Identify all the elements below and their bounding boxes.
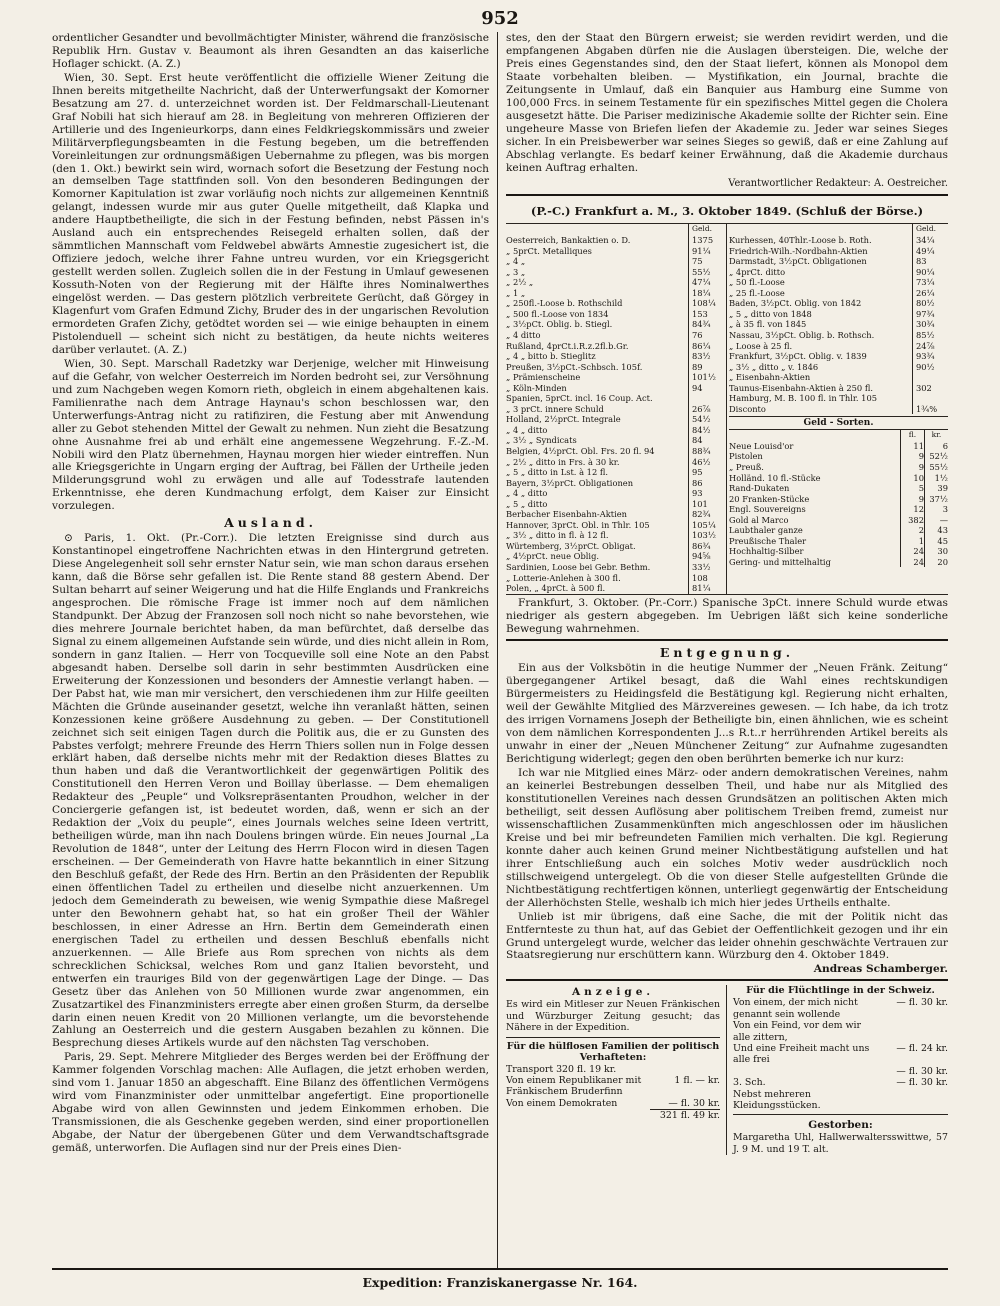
divider [506, 1037, 720, 1038]
notice-column-right [727, 985, 948, 1155]
price-value: 81¼ [688, 583, 724, 594]
section-heading-ausland: Ausland. [224, 515, 317, 531]
price-value: 47¼ [688, 277, 724, 288]
security-name: Berbacher Eisenbahn-Aktien [506, 509, 627, 520]
donation-row [733, 997, 948, 1020]
security-name: „ 4 „ ditto [506, 488, 548, 499]
market-row [506, 330, 724, 341]
security-name: 20 Franken-Stücke [729, 493, 810, 504]
price-value: 91¼ [688, 246, 724, 257]
article-paragraph: Wien, 30. Sept. Erst heute veröffentlicht die offizielle Wiener Zeitung die Ihnen bereits mitgetheilte Nachricht, daß der Unterwerfungsakt der Komorner Besatzung am 27. d. unterzeichnet worden ist. Der Feldmarschall-Lieutenant Graf Nobili hat sich hierauf am 28. in Begleitung von mehreren Offizieren der Artillerie und des Ingenieurkorps, dann eines Feldkriegskommissärs und zweier Militärverpflegungsbeamten in die Festung begeben, um die betreffenden Voreinleitungen zur ordnungsmäßigen Uebernahme zu pflegen, was bis morgen (den 1. Okt.) bewirkt sein wird, wornach sofort die Besetzung der Festung noch an demselben Tage stattfinden soll. Von den besonderen Bedingungen der Komorner Kapitulation ist zwar vorläufig noch nichts zur allgemeinen Kenntniß gelangt, indessen wurde mir aus guter Quelle mitgetheilt, daß Klapka und andere Hauptbetheiligte, die sich in der Festung befinden, nebst Pässen in's Ausland auch ein entsprechendes Reisegeld erhalten sollen, daß der sämmtlichen Mannschaft vom Feldwebel abwärts Amnestie zugesichert ist, die Offiziere jedoch, welche ihrer Fahne untreu wurden, vor ein Kriegsgericht gestellt werden sollen. Zugleich sollen die in der Festung in Umlauf gewesenen Kossuth-Noten von der Regierung mit der Hälfte ihres Nominalwerthes eingelöst werden. — Das gestern plötzlich verbreitete Gerücht, daß Görgey in Klagenfurt vom Grafen Edmund Zichy, Bruder des in der ungarischen Revolution ermordeten Grafen Zichy, getödtet worden sei — wie einige behaupten in einem Pistolenduell — scheint sich nicht zu bestätigen, da heute nichts weiteres darüber verlautet. (A. Z.) [52, 71, 490, 356]
price-value: 54½ [688, 414, 724, 425]
anzeige-title: Anzeige. [571, 986, 655, 999]
security-name: Polen, „ 4prCt. à 500 fl. [506, 583, 606, 594]
market-row [506, 277, 724, 288]
market-row [506, 551, 724, 562]
market-row [506, 288, 724, 299]
market-row [506, 298, 724, 309]
donation-row [506, 1098, 720, 1110]
security-name: „ Preuß. [729, 461, 764, 472]
donation-desc [506, 1110, 650, 1121]
footer-expedition: Expedition: Franziskanergasse Nr. 164. [52, 1268, 948, 1296]
security-name: Disconto [729, 403, 766, 414]
market-row [729, 267, 948, 278]
price-value: 39 [924, 483, 948, 494]
price-value: 6 [924, 441, 948, 452]
security-name: „ 3½ „ ditto in fl. à 12 fl. [506, 530, 609, 541]
market-rows-right [729, 235, 948, 414]
market-row [506, 351, 724, 362]
market-row [729, 277, 948, 288]
donation-desc: Von einem Demokraten [506, 1097, 618, 1109]
market-row [506, 341, 724, 352]
donation-title: Für die hülflosen Familien der politisch Verhafteten: [506, 1040, 720, 1064]
market-row [729, 536, 948, 547]
price-value: 1375 [688, 235, 724, 246]
price-value: 108¼ [688, 298, 724, 309]
market-row [729, 298, 948, 309]
security-name: Neue Louisd'or [729, 440, 794, 451]
market-column-right [727, 224, 948, 593]
donation-row [506, 1110, 720, 1121]
price-value: 24 [900, 546, 924, 557]
market-row [729, 483, 948, 494]
market-row [506, 467, 724, 478]
price-value: 1½ [924, 473, 948, 484]
market-row [729, 383, 948, 394]
market-row [729, 451, 948, 462]
security-name: Taunus-Eisenbahn-Aktien à 250 fl. [729, 382, 874, 393]
price-value: 26¼ [912, 288, 948, 299]
market-report-title: (P.-C.) Frankfurt a. M., 3. Oktober 1849. (Schluß der Börse.) [530, 204, 924, 219]
security-name: Oesterreich, Bankaktien o. D. [506, 235, 631, 246]
price-value: 37½ [924, 494, 948, 505]
deaths-title: Gestorben: [808, 1119, 873, 1132]
security-name: Pistolen [729, 451, 763, 462]
security-name: „ Eisenbahn-Aktien [729, 372, 811, 383]
responsible-editor: Verantwortlicher Redakteur: A. Oestreicher. [506, 175, 948, 196]
price-value: 153 [688, 309, 724, 320]
security-name: Belgien, 4½prCt. Obl. Frs. 20 fl. 94 [506, 445, 655, 456]
section-heading-entgegnung: Entgegnung. [659, 645, 795, 661]
market-row [506, 235, 724, 246]
price-value: 34¼ [912, 235, 948, 246]
price-value: 105¼ [688, 520, 724, 531]
security-name: Bayern, 3½prCt. Obligationen [506, 477, 634, 488]
market-row [506, 435, 724, 446]
price-value: 76 [688, 330, 724, 341]
price-value: 55½ [688, 267, 724, 278]
price-value: 26⅞ [688, 404, 724, 415]
price-value: 33½ [688, 562, 724, 573]
security-name: Laubthaler ganze [729, 525, 803, 536]
security-name: „ 4½prCt. neue Oblig. [506, 551, 600, 562]
market-row [506, 509, 724, 520]
donation-desc: Nebst mehreren Kleidungsstücken. [733, 1088, 821, 1112]
price-value: 95 [688, 467, 724, 478]
price-value: 103½ [688, 530, 724, 541]
divider [506, 979, 948, 981]
security-name: „ Lotterie-Anlehen à 300 fl. [506, 572, 621, 583]
price-value: 101½ [688, 372, 724, 383]
security-name: Darmstadt, 3½pCt. Obligationen [729, 256, 867, 267]
donation-amount: — fl. 30 kr. [896, 1065, 948, 1077]
market-row [506, 246, 724, 257]
security-name: „ Loose à 25 fl. [729, 340, 793, 351]
market-row [729, 330, 948, 341]
security-name: „ 3 prCt. innere Schuld [506, 403, 604, 414]
left-column [52, 32, 498, 1268]
security-name: „ 2½ „ ditto in Frs. à 30 kr. [506, 456, 620, 467]
market-rows-left [506, 235, 724, 594]
article-paragraph: Wien, 30. Sept. Marschall Radetzky war Derjenige, welcher mit Hinweisung auf die Gefahr, von welcher Oesterreich im Norden bedroht sei, zur Versöhnung und zum Nachgeben wegen Komorn rieth, obgleich in einem abgehaltenen kais. Familienrathe nach dem Antrage Haynau's schon beschlossen war, den Unterwerfungs-Antrag nicht zu ratifiziren, die Festung aber mit Anwendung aller zu Gebot stehenden Mittel der Gewalt zu nehmen. Nun zieht die Besatzung ohne Ausnahme frei ab und erhält eine angemessene Wegzehrung. F.-Z.-M. Nobili wird den Platz übernehmen, Haynau morgen hier wieder eintreffen. Nun alle Kriegsgerichte in Ungarn erging der Auftrag, bei Fällen der Urtheile jeden Milderungsgrund wohl zu erwägen und alle auf Todesstrafe lautenden Erkenntnisse, ehe deren Kundmachung erfolgt, dem Kaiser zur Einsicht vorzulegen. [52, 357, 490, 513]
price-value: 49¼ [912, 246, 948, 257]
price-value: 382 [900, 515, 924, 526]
security-name: „ Köln-Minden [506, 382, 567, 393]
price-value: 1¾% [912, 404, 948, 415]
price-value: 84¾ [688, 319, 724, 330]
security-name: Rußland, 4prCt.i.R.z.2fl.b.Gr. [506, 340, 629, 351]
article-paragraph: Paris, 29. Sept. Mehrere Mitglieder des Berges werden bei der Eröffnung der Kammer folgenden Vorschlag machen: Alle Auflagen, die jetzt erhoben werden, sind vom 1. Januar 1850 an abgeschafft. Eine Bilanz des öffentlichen Vermögens wird vom Finanzminister oder unmittelbar angefertigt. Eine proportionelle Abgabe wird von allen Gewinnsten und jedem Einkommen erhoben. Die Transmissionen, die als Geschenke gegeben werden, sind einer proportionellen Abgabe, der Natur der übergebenen Güter und dem Verwandtschaftsgrade gemäß, unterworfen. Die Auflagen sind nur der Preis eines Dien- [52, 1051, 490, 1155]
security-name: Spanien, 5prCt. incl. 16 Coup. Act. [506, 393, 653, 404]
divider [733, 1114, 948, 1115]
notice-column-left [506, 985, 727, 1155]
market-header: Geld. [729, 224, 948, 235]
market-row [729, 351, 948, 362]
market-row [506, 362, 724, 373]
market-row [506, 267, 724, 278]
security-name: „ 5 „ ditto [506, 498, 548, 509]
price-value: 11 [900, 441, 924, 452]
market-row [506, 414, 724, 425]
donation-desc: 3. Sch. [733, 1077, 766, 1089]
security-name: „ 25 fl.-Loose [729, 287, 785, 298]
security-name: Preußen, 3½pCt.-Schbsch. 105f. [506, 361, 643, 372]
price-value [912, 393, 948, 404]
market-row [729, 319, 948, 330]
security-name: „ 5prCt. Metalliques [506, 245, 592, 256]
security-name: „ 3 „ [506, 266, 526, 277]
security-name: Baden, 3½pCt. Oblig. von 1842 [729, 298, 862, 309]
price-value: 88¾ [688, 446, 724, 457]
donation-row [733, 1043, 948, 1066]
security-name: Kurhessen, 40Thlr.-Loose b. Roth. [729, 235, 872, 246]
security-name: Würtemberg, 3½prCt. Obligat. [506, 540, 636, 551]
divider [506, 639, 948, 641]
security-name: Friedrich-Wilh.-Nordbahn-Aktien [729, 245, 868, 256]
market-row [729, 256, 948, 267]
market-row [506, 520, 724, 531]
deaths-text: Margaretha Uhl, Hallwerwaltersswittwe, 57 J. 9 M. und 19 T. alt. [733, 1132, 948, 1155]
gold-rows [729, 441, 948, 568]
donation-row [506, 1075, 720, 1098]
market-row [506, 488, 724, 499]
market-row [729, 404, 948, 415]
price-value [912, 372, 948, 383]
refugee-fund-title: Für die Flüchtlinge in der Schweiz. [746, 985, 935, 997]
price-value: 108 [688, 573, 724, 584]
price-value: — [924, 515, 948, 526]
notices [506, 985, 948, 1155]
article-paragraph: Unlieb ist mir übrigens, daß eine Sache, die mit der Politik nicht das Entfernteste zu thun hat, auf das Gebiet der Oeffentlichkeit gezogen und ihr ein Grund untergelegt wurde, welcher das leider ohnehin geschwächte Vertrauen zur Staatsregierung nur erschüttern kann. Würzburg den 4. Oktober 1849. [506, 910, 948, 962]
market-header: Geld. [506, 224, 724, 235]
security-name: „ 250fl.-Loose b. Rothschild [506, 298, 623, 309]
price-value: 94⅝ [688, 551, 724, 562]
price-value: 9 [900, 451, 924, 462]
price-value: 75 [688, 256, 724, 267]
right-column [498, 32, 948, 1268]
article-paragraph: Ich war nie Mitglied eines März- oder andern demokratischen Vereines, nahm an keinerlei Bestrebungen desselben Theil, und habe nur als Mitglied des konstitutionellen Vereines nach dessen Grundsätzen an politischen Akten mich betheiligt, seit dessen Auflösung aber politischem Treiben fremd, zumeist nur wissenschaftlichen Zusammenkünften mich angeschlossen oder im häuslichen Kreise und bei mir befreundeten Familien mich verhalten. Die kgl. Regierung konnte daher auch keinen Grund meiner Nichtbestätigung aufstellen und hat ihrer Entschließung auch ein solches Motiv weder ausdrücklich noch stillschweigend untergelegt. Ob die von dieser Stelle aufgestellten Gründe die Nichtbestätigung rechtfertigen können, unterliegt gegenwärtig der Entscheidung der Allerhöchsten Stelle, weshalb ich mich hier jedes Urtheils enthalte. [506, 767, 948, 909]
market-row [506, 256, 724, 267]
market-row [729, 288, 948, 299]
price-value: 86¼ [688, 341, 724, 352]
price-value: 83½ [688, 351, 724, 362]
security-name: Rand-Dukaten [729, 483, 790, 494]
price-value: 73¼ [912, 277, 948, 288]
market-row [506, 541, 724, 552]
price-value: 9 [900, 462, 924, 473]
donation-amount: 321 fl. 49 kr. [659, 1110, 720, 1122]
price-value: 43 [924, 525, 948, 536]
security-name: Frankfurt, 3½pCt. Oblig. v. 1839 [729, 351, 867, 362]
security-name: „ 3½ „ Syndicats [506, 435, 577, 446]
donation-list [506, 1064, 720, 1122]
security-name: „ 1 „ [506, 287, 526, 298]
price-value: 83 [912, 256, 948, 267]
donation-desc: Transport 320 fl. 19 kr. [506, 1063, 617, 1075]
security-name: Hamburg, M. B. 100 fl. in Thlr. 105 [729, 393, 878, 404]
price-value: 93¾ [912, 351, 948, 362]
security-name: Holland, 2½prCt. Integrale [506, 414, 621, 425]
price-value: 12 [900, 504, 924, 515]
market-row [506, 457, 724, 468]
donation-amount [878, 1089, 948, 1112]
price-value: 18¼ [688, 288, 724, 299]
gold-sorts-title: Geld - Sorten. [729, 416, 948, 430]
market-row [729, 557, 948, 568]
price-value: 94 [688, 383, 724, 394]
security-name: „ 4prCt. ditto [729, 266, 786, 277]
market-row [729, 473, 948, 484]
price-value: 10 [900, 473, 924, 484]
price-value: 302 [912, 383, 948, 394]
market-row [506, 478, 724, 489]
market-row [729, 393, 948, 404]
security-name: Sardinien, Loose bei Gebr. Bethm. [506, 561, 651, 572]
price-value: 30 [924, 546, 948, 557]
security-name: „ 5 „ ditto in Lst. à 12 fl. [506, 467, 609, 478]
price-value: 84 [688, 435, 724, 446]
columns [52, 32, 948, 1268]
donation-amount: — fl. 30 kr. [896, 1077, 948, 1089]
price-value: 80½ [912, 298, 948, 309]
price-value: 55½ [924, 462, 948, 473]
security-name: Gering- und mittelhaltig [729, 556, 831, 567]
market-row [729, 341, 948, 352]
price-value: 97¾ [912, 309, 948, 320]
security-name: Engl. Souvereigns [729, 504, 806, 515]
price-value: 84½ [688, 425, 724, 436]
donation-row [733, 1020, 948, 1043]
article-paragraph: stes, den der Staat den Bürgern erweist; sie werden revidirt werden, und die empfangenen Abgaben dürfen nie die Auslagen übersteigen. Die, welche der Preis eines Gegenstandes sind, den der Staat liefert, können als Monopol dem Staate vorbehalten bleiben. — Mystifikation, ein Journal, brachte die Zeitungsente in Umlauf, daß ein Banquier aus Hamburg eine Summe von 100,000 Frcs. in seinem Testamente für ein spezifisches Mittel gegen die Cholera ausgesetzt hätte. Die Pariser medizinische Akademie sollte der Richter sein. Eine ungeheure Masse von Briefen liefen der Akademie zu. Jeder war seines Sieges sicher. In ein Preisbewerber war seines Sieges so gewiß, daß er eine Zahlung auf Abschlag verlangte. Es bedarf keiner Erwähnung, daß die Akademie durchaus keinen Auftrag erhalten. [506, 32, 948, 174]
market-row [729, 525, 948, 536]
security-name: „ 500 fl.-Loose von 1834 [506, 308, 609, 319]
refugee-fund-list [733, 997, 948, 1111]
donation-row [733, 1089, 948, 1112]
market-row [506, 404, 724, 415]
security-name: „ Prämienscheine [506, 372, 581, 383]
donation-amount: — fl. 30 kr. [896, 997, 948, 1009]
market-row [729, 546, 948, 557]
market-row [729, 494, 948, 505]
page-number: 952 [481, 8, 519, 29]
price-value: 90¼ [912, 267, 948, 278]
donation-amount [878, 1020, 948, 1043]
security-name: Hannover, 3prCt. Obl. in Thlr. 105 [506, 519, 650, 530]
price-value: 24 [900, 557, 924, 568]
price-value: 2 [900, 525, 924, 536]
price-value: 24⅞ [912, 341, 948, 352]
price-value: 85½ [912, 330, 948, 341]
market-row [506, 319, 724, 330]
donation-desc: Von einem, der mich nicht genannt sein wollende [733, 997, 858, 1020]
market-row [729, 515, 948, 526]
donation-row [733, 1077, 948, 1088]
market-row [729, 235, 948, 246]
article-paragraph: ordentlicher Gesandter und bevollmächtigter Minister, während die französische Republik Hrn. Gustav v. Beaumont als ihren Gesandten an das kaiserliche Hoflager schickt. (A. Z.) [52, 32, 490, 70]
donation-desc: Von einem Republikaner mit Fränkischem Bruderfinn [506, 1075, 642, 1098]
security-name: „ 4 „ [506, 256, 526, 267]
security-name: „ 5 „ ditto von 1848 [729, 308, 812, 319]
market-row [506, 372, 724, 383]
security-name: „ 4 „ ditto [506, 424, 548, 435]
stock-market-table [506, 223, 948, 594]
price-value: 9 [900, 494, 924, 505]
price-value: 90½ [912, 362, 948, 373]
donation-desc: Und eine Freiheit macht uns alle frei [733, 1043, 870, 1066]
anzeige-text: Es wird ein Mitleser zur Neuen Fränkischen und Würzburger Zeitung gesucht; das Nähere in der Expedition. [506, 999, 720, 1034]
donation-amount: — fl. 24 kr. [896, 1043, 948, 1055]
price-value: 20 [924, 557, 948, 568]
signature: Andreas Schamberger. [813, 963, 948, 976]
price-value: 1 [900, 536, 924, 547]
market-row [729, 462, 948, 473]
market-row [506, 530, 724, 541]
market-row [506, 573, 724, 584]
market-column-left [506, 224, 727, 593]
price-value: 30¾ [912, 319, 948, 330]
price-value: 3 [924, 504, 948, 515]
price-value [688, 393, 724, 404]
security-name: Gold al Marco [729, 514, 789, 525]
security-name: „ 50 fl.-Loose [729, 277, 785, 288]
market-row [506, 583, 724, 594]
market-row [506, 562, 724, 573]
market-row [729, 372, 948, 383]
market-row [506, 309, 724, 320]
market-row [729, 246, 948, 257]
market-row [729, 504, 948, 515]
donation-amount: 1 fl. — kr. [674, 1075, 720, 1087]
security-name: Preußische Thaler [729, 535, 807, 546]
price-value: 45 [924, 536, 948, 547]
gold-header: fl. kr. [729, 430, 948, 441]
market-row [729, 441, 948, 452]
price-value: 86¾ [688, 541, 724, 552]
security-name: „ 3½pCt. Oblig. b. Stiegl. [506, 319, 613, 330]
donation-amount: — fl. 30 kr. [650, 1098, 720, 1110]
market-row [506, 499, 724, 510]
market-row [506, 393, 724, 404]
security-name: Hochhaltig-Silber [729, 546, 804, 557]
security-name: Nassau, 3½pCt. Oblig. b. Rothsch. [729, 329, 875, 340]
security-name: „ 4 ditto [506, 329, 541, 340]
market-note: Frankfurt, 3. Oktober. (Pr.-Corr.) Spanische 3pCt. innere Schuld wurde etwas niedriger als gestern abgegeben. Im Uebrigen läßt sich keine sonderliche Bewegung wahrnehmen. [506, 596, 948, 635]
security-name: „ à 35 fl. von 1845 [729, 319, 807, 330]
article-paragraph: ⊙ Paris, 1. Okt. (Pr.-Corr.). Die letzten Ereignisse sind durch aus Konstantinopel eingetroffene Nachrichten etwas in den Hintergrund getreten. Diese Angelegenheit soll sehr ernster Natur sein, wie man schon daraus ersehen kann, daß die Börse sehr gefallen ist. Die Rente stand 88 gestern Abend. Der Sultan beharrt auf seiner Weigerung und hat die Hilfe Englands und Frankreichs angesprochen. Die römische Frage ist immer noch auf dem nämlichen Standpunkt. Der Abzug der Franzosen soll noch nicht so nahe bevorstehen, wie dies mehrere Journale berichtet haben, da man befürchtet, daß derselbe das Signal zu einem allgemeinen Aufstande sein würde, und dies nicht allein in Rom, sondern in ganz Italien. — Herr von Tocqueville soll eine Note an den Pabst abgesandt haben. Derselbe soll darin in sehr bestimmten Ausdrücken eine Erweiterung der Konzessionen und besonders der Amnestie verlangt haben. — Der Pabst hat, wie man mir versichert, den verschiedenen ihm zur Hilfe geeilten Mächten die Gründe auseinander gesetzt, welche ihn veranlaßt hätten, seinen Konzessionen keine größere Ausdehnung zu geben. — Der Constitutionell zeichnet sich seit einigen Tagen durch die Politik aus, die er zu Gunsten des Pabstes verfolgt; mehrere Freunde des Herrn Thiers sollen nun in Folge dessen erklärt haben, daß derselbe nichts mehr mit der Redaktion dieses Blattes zu thun haben und daß die Verantwortlichkeit der gegenwärtigen Politik des Constitutionell den Herren Veron und Boillay überlasse. — Dem ehemaligen Redakteur des „Peuple“ und Volksrepräsentanten Proudhon, welcher in der Conciergerie gefangen ist, ist bedeutet worden, daß, wenn er sich an der Redaktion der „Voix du peuple“, eines Journals welches seine Ideen vertritt, betheiligen würde, man ihn nach Doulens bringen würde. Ein neues Journal „La Revolution de 1848“, unter der Leitung des Herrn Flocon wird in diesen Tagen erscheinen. — Der Gemeinderath von Havre hatte bekanntlich in einer Sitzung den Beschluß gefaßt, der Rede des Hrn. Bertin an den Präsidenten der Republik einen öffentlichen Tadel zu ertheilen und dieselbe nicht anzuerkennen. Um jedoch dem Gemeinderath zu beweisen, wie wenig Sympathie diese Maßregel unter den Bewohnern gehabt hat, so hat ein großer Theil der Wähler beschlossen, in einer Adresse an Hrn. Bertin dem Gemeinderath einen energischen Tadel zu ertheilen und dessen Beschluß ebenfalls nicht anzuerkennen. — Alle Briefe aus Rom sprechen von nichts als dem schrecklichen Schicksal, welches Rom und ganz Italien bevorsteht, und entwerfen ein trauriges Bild von der gegenwärtigen Lage der Dinge. — Das Gesetz über das Anlehen von 50 Millionen wurde zwar angenommen, ein Zusatzartikel des Finanzministers erregte aber einen großen Sturm, da derselbe darin einen neuen Kredit von 20 Millionen verlangte, um die bevorstehende Zahlung an Oesterreich und die gestern Ausgaben bezahlen zu können. Die Besprechung dieses Artikels wurde auf den nächsten Tag verschoben. [52, 532, 490, 1050]
price-value: 101 [688, 499, 724, 510]
security-name: Holländ. 10 fl.-Stücke [729, 472, 821, 483]
security-name: „ 4 „ bitto b. Stieglitz [506, 351, 596, 362]
donation-row [506, 1064, 720, 1075]
price-value: 86 [688, 478, 724, 489]
security-name: „ 2½ „ [506, 277, 534, 288]
price-value: 5 [900, 483, 924, 494]
donation-row [733, 1066, 948, 1077]
market-row [506, 425, 724, 436]
article-paragraph: Ein aus der Volksbötin in die heutige Nummer der „Neuen Fränk. Zeitung“ übergegangener Artikel besagt, daß die Wahl eines rechtskundigen Bürgermeisters zu Heidingsfeld die Bestätigung kgl. Regierung nicht erhalten, weil der Gewählte Mitglied des Märzvereines gewesen. — Ich habe, da ich trotz des irrigen Vornamens Joseph der Betheiligte bin, einen ähnlichen, wie es scheint von dem nämlichen Korrespondenten J...s R.t..r herrührenden Artikel bereits als unwahr in einer der „Neuen Münchener Zeitung“ zur Aufnahme zugesandten Berichtigung widerlegt; gegen den oben berührten bemerke ich nur kurz: [506, 662, 948, 766]
market-row [729, 362, 948, 373]
market-row [506, 383, 724, 394]
price-value: 89 [688, 362, 724, 373]
price-value: 52½ [924, 451, 948, 462]
price-value: 82¾ [688, 509, 724, 520]
price-value: 93 [688, 488, 724, 499]
donation-desc: Von ein Feind, vor dem wir alle zittern, [733, 1020, 861, 1043]
security-name: „ 3½ „ ditto „ v. 1846 [729, 361, 819, 372]
price-value: 46½ [688, 457, 724, 468]
donation-amount [650, 1064, 720, 1075]
donation-desc [733, 1066, 878, 1077]
market-row [729, 309, 948, 320]
market-row [506, 446, 724, 457]
